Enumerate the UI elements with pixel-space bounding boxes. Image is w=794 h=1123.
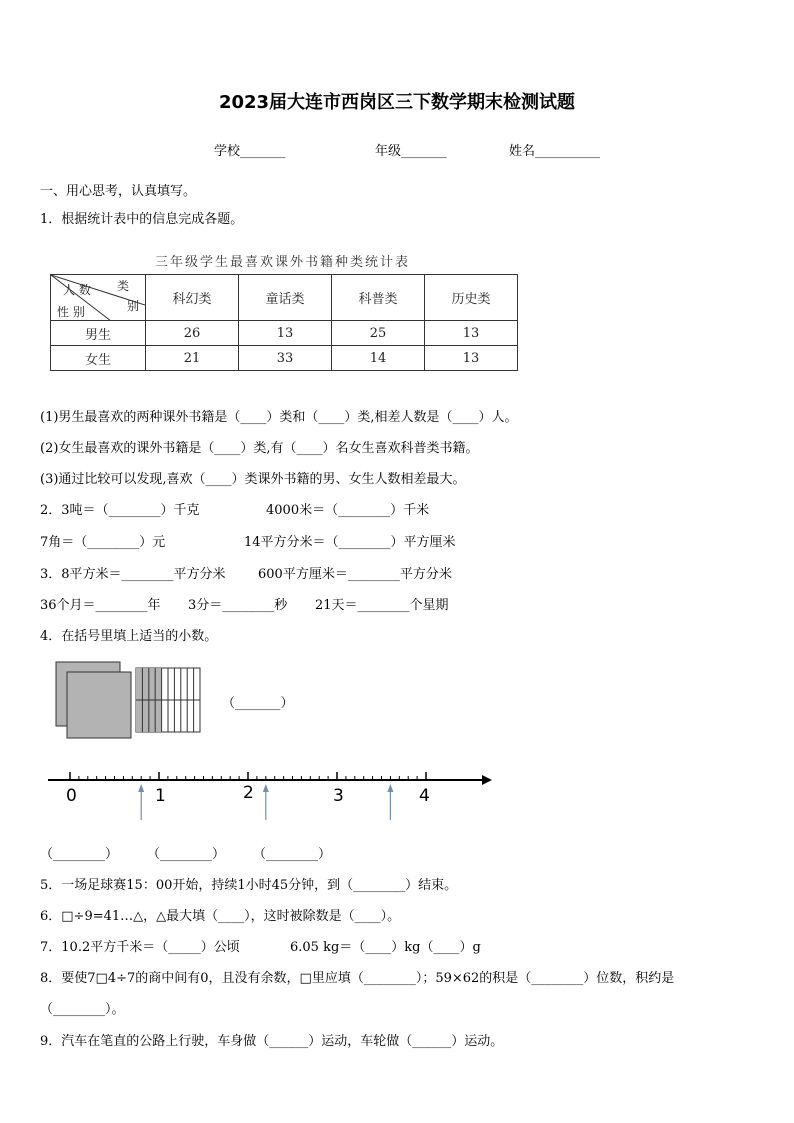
question-1-stem: 1．根据统计表中的信息完成各题。 bbox=[40, 212, 244, 227]
question-1-sub2: (2)女生最喜欢的课外书籍是（____）类,有（____）名女生喜欢科普类书籍。 bbox=[40, 441, 479, 456]
question-3-c: 36个月＝________年 bbox=[40, 598, 161, 613]
question-1-sub1: (1)男生最喜欢的两种课外书籍是（____）类和（____）类,相差人数是（____）人。 bbox=[40, 410, 518, 425]
stat-table-caption: 三年级学生最喜欢课外书籍种类统计表 bbox=[155, 255, 411, 270]
column-header: 童话类 bbox=[239, 275, 332, 321]
school-field[interactable]: 学校_______ bbox=[214, 144, 286, 159]
table-cell: 33 bbox=[239, 346, 332, 371]
question-7-b: 6.05 kg＝（____）kg（____）g bbox=[290, 940, 481, 955]
question-3-e: 21天＝________个星期 bbox=[315, 598, 449, 613]
name-field[interactable]: 姓名__________ bbox=[509, 144, 601, 159]
number-label: 0 bbox=[66, 786, 77, 806]
question-2-a: 2．3吨＝（________）千克 bbox=[40, 503, 200, 518]
table-cell: 13 bbox=[425, 346, 518, 371]
row-label: 男生 bbox=[51, 321, 146, 346]
pointer-arrow-head bbox=[387, 784, 393, 792]
number-line bbox=[40, 760, 500, 830]
column-header: 历史类 bbox=[425, 275, 518, 321]
column-header: 科幻类 bbox=[146, 275, 239, 321]
table-cell: 13 bbox=[239, 321, 332, 346]
stat-table-corner-cell bbox=[51, 275, 146, 321]
table-cell: 13 bbox=[425, 321, 518, 346]
number-line-arrowhead bbox=[482, 775, 492, 785]
question-1-sub3: (3)通过比较可以发现,喜欢（____）类课外书籍的男、女生人数相差最大。 bbox=[40, 472, 466, 487]
squares-answer-blank[interactable]: （_______） bbox=[222, 696, 294, 711]
table-cell: 14 bbox=[332, 346, 425, 371]
number-label: 1 bbox=[155, 786, 166, 806]
question-7-a: 7．10.2平方千米＝（_____）公顷 bbox=[40, 940, 240, 955]
question-8-line2: （________）。 bbox=[40, 1002, 125, 1017]
section-heading: 一、用心思考，认真填写。 bbox=[40, 184, 197, 199]
stat-table bbox=[50, 274, 518, 371]
corner-kind-label: 类 bbox=[117, 279, 130, 293]
corner-gender-label: 性 别 bbox=[57, 305, 85, 319]
number-label: 4 bbox=[419, 786, 430, 806]
question-2-d: 14平方分米＝（________）平方厘米 bbox=[244, 535, 456, 550]
number-line-blank[interactable]: （________） bbox=[40, 847, 119, 862]
decimal-squares-figure bbox=[52, 660, 204, 742]
question-3-b: 600平方厘米＝________平方分米 bbox=[258, 567, 452, 582]
question-2-c: 7角＝（________）元 bbox=[40, 535, 166, 550]
row-label: 女生 bbox=[51, 346, 146, 371]
table-cell: 26 bbox=[146, 321, 239, 346]
corner-cat-suffix: 别 bbox=[127, 299, 140, 313]
question-2-b: 4000米＝（________）千米 bbox=[266, 503, 430, 518]
table-row bbox=[51, 321, 518, 346]
question-3-d: 3分＝________秒 bbox=[188, 598, 288, 613]
pointer-arrow-head bbox=[263, 784, 269, 792]
table-cell: 21 bbox=[146, 346, 239, 371]
number-label: 3 bbox=[333, 786, 344, 806]
table-cell: 25 bbox=[332, 321, 425, 346]
corner-count-label: 人 数 bbox=[63, 283, 91, 297]
question-5: 5．一场足球赛15：00开始，持续1小时45分钟，到（________）结束。 bbox=[40, 878, 458, 893]
number-label: 2 bbox=[243, 783, 254, 803]
question-6: 6．□÷9=41…△，△最大填（____），这时被除数是（____）。 bbox=[40, 909, 401, 924]
question-8-line1: 8．要使7□4÷7的商中间有0，且没有余数，□里应填（________）；59×62的积是（________）位数，积约是 bbox=[40, 971, 675, 986]
question-3-a: 3．8平方米＝________平方分米 bbox=[40, 567, 226, 582]
grade-field[interactable]: 年级_______ bbox=[375, 144, 447, 159]
pointer-arrow-head bbox=[138, 784, 144, 792]
number-line-blank[interactable]: （________） bbox=[147, 847, 226, 862]
number-line-blank[interactable]: （________） bbox=[253, 847, 332, 862]
page-title: 2023届大连市西岗区三下数学期末检测试题 bbox=[218, 92, 576, 113]
table-row bbox=[51, 346, 518, 371]
column-header: 科普类 bbox=[332, 275, 425, 321]
question-4-stem: 4．在括号里填上适当的小数。 bbox=[40, 629, 218, 644]
question-9: 9．汽车在笔直的公路上行驶，车身做（______）运动，车轮做（______）运动。 bbox=[40, 1034, 504, 1049]
